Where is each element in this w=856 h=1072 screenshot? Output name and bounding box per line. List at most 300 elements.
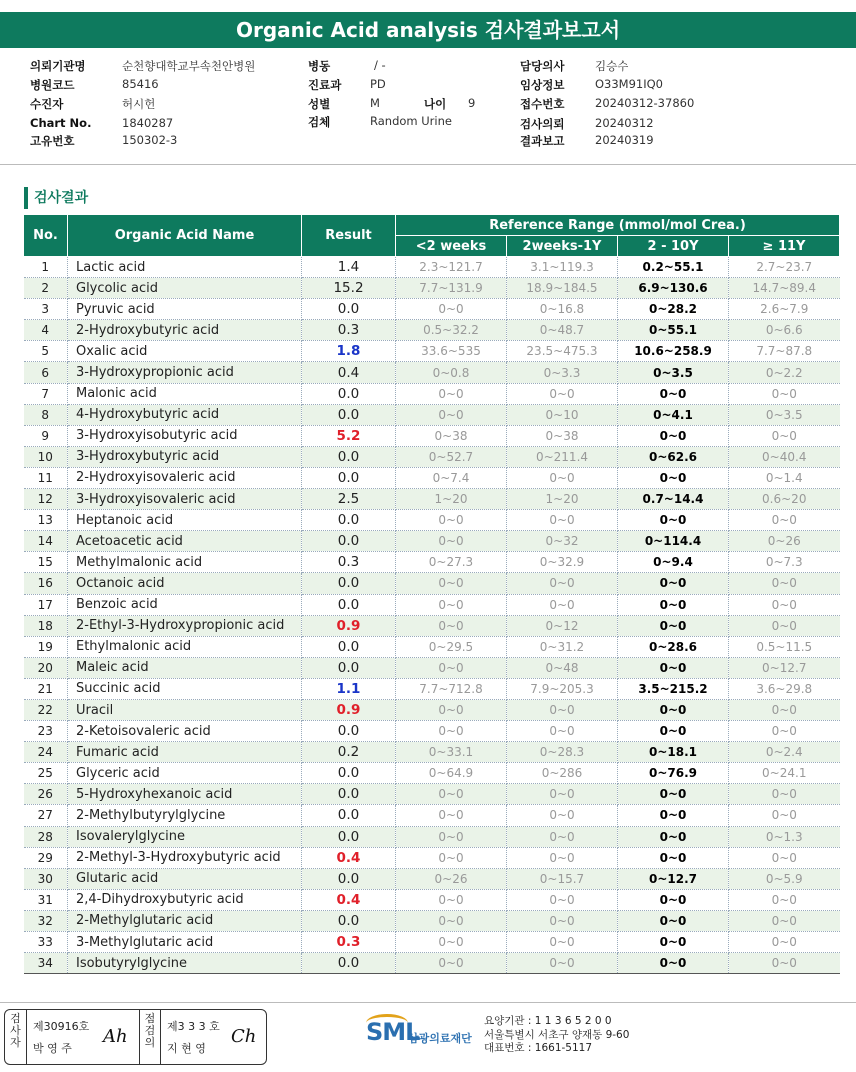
range-2-10y: 0~0 [618,467,729,488]
table-row [24,573,840,594]
acid-name: Octanoic acid [68,573,302,594]
range-under-2-weeks: 0~7.4 [396,467,507,488]
range-2weeks-1y: 0~38 [507,425,618,446]
info-value: Random Urine [370,114,452,128]
range-2-10y: 0~62.6 [618,446,729,467]
range-2-10y: 0~18.1 [618,742,729,763]
range-11y-plus: 0~0 [729,932,840,953]
range-11y-plus: 0~24.1 [729,763,840,784]
results-table [23,214,840,974]
info-value: 85416 [122,77,159,91]
range-under-2-weeks: 0~27.3 [396,552,507,573]
range-2-10y: 0.2~55.1 [618,257,729,278]
range-under-2-weeks: 0~0 [396,910,507,931]
range-2-10y: 0~3.5 [618,362,729,383]
table-row [24,953,840,974]
info-value: 순천향대학교부속천안병원 [122,59,256,73]
range-under-2-weeks: 7.7~131.9 [396,278,507,299]
acid-name: Uracil [68,699,302,720]
range-11y-plus: 3.6~29.8 [729,678,840,699]
table-row [24,826,840,847]
range-2-10y: 0~0 [618,889,729,910]
info-label: 검체 [308,115,331,129]
contact-info [484,1015,629,1056]
info-value: 20240312 [595,116,654,130]
table-row [24,278,840,299]
org-name: 삼광의료재단 [408,1032,472,1045]
row-number: 24 [24,742,68,763]
range-2weeks-1y: 0~211.4 [507,446,618,467]
table-row [24,678,840,699]
row-number: 3 [24,299,68,320]
footer-divider [0,1002,856,1003]
row-number: 9 [24,425,68,446]
acid-name: 4-Hydroxybutyric acid [68,404,302,425]
range-11y-plus: 0~40.4 [729,446,840,467]
result-value: 0.0 [302,594,396,615]
row-number: 28 [24,826,68,847]
acid-name: 2-Ethyl-3-Hydroxypropionic acid [68,615,302,636]
row-number: 18 [24,615,68,636]
info-label: 결과보고 [520,134,565,148]
table-row [24,763,840,784]
range-2weeks-1y: 0~28.3 [507,742,618,763]
info-value: M [370,96,380,110]
acid-name: 2-Methylglutaric acid [68,910,302,931]
range-2-10y: 0~0 [618,573,729,594]
header-range: 2 - 10Y [618,236,729,257]
result-value: 0.9 [302,699,396,720]
range-2-10y: 0.7~14.4 [618,489,729,510]
inspector-label: 검사자 [5,1010,27,1064]
table-row [24,362,840,383]
range-2weeks-1y: 0~12 [507,615,618,636]
acid-name: Acetoacetic acid [68,531,302,552]
acid-name: Methylmalonic acid [68,552,302,573]
range-2-10y: 0~28.2 [618,299,729,320]
checker-signature: Ch [231,1026,257,1047]
table-row [24,594,840,615]
acid-name: Oxalic acid [68,341,302,362]
info-label: 의뢰기관명 [30,59,86,73]
table-row [24,489,840,510]
info-value: 9 [468,96,476,110]
result-value: 0.0 [302,510,396,531]
results-body [24,257,840,974]
info-label: 접수번호 [520,97,565,111]
range-11y-plus: 0~0 [729,847,840,868]
acid-name: Maleic acid [68,657,302,678]
row-number: 29 [24,847,68,868]
result-value: 0.0 [302,467,396,488]
row-number: 22 [24,699,68,720]
range-2weeks-1y: 1~20 [507,489,618,510]
header-range: ≥ 11Y [729,236,840,257]
header-name: Organic Acid Name [68,215,302,257]
range-under-2-weeks: 0~0 [396,594,507,615]
result-value: 1.8 [302,341,396,362]
inspector-name: 박 영 주 [33,1042,72,1055]
range-11y-plus: 0~0 [729,425,840,446]
range-under-2-weeks: 0~0.8 [396,362,507,383]
info-label: 담당의사 [520,59,565,73]
range-11y-plus: 0~2.2 [729,362,840,383]
acid-name: 3-Hydroxyisobutyric acid [68,425,302,446]
table-row [24,932,840,953]
logo-text: SML [366,1018,420,1046]
range-under-2-weeks: 0~0 [396,510,507,531]
range-2weeks-1y: 0~15.7 [507,868,618,889]
range-2weeks-1y: 0~32 [507,531,618,552]
row-number: 20 [24,657,68,678]
result-value: 0.3 [302,552,396,573]
range-2-10y: 0~114.4 [618,531,729,552]
table-row [24,552,840,573]
acid-name: 3-Hydroxybutyric acid [68,446,302,467]
info-label: 고유번호 [30,134,75,148]
acid-name: 2,4-Dihydroxybutyric acid [68,889,302,910]
range-2weeks-1y: 0~0 [507,383,618,404]
table-row [24,425,840,446]
range-11y-plus: 0~7.3 [729,552,840,573]
range-2weeks-1y: 0~0 [507,467,618,488]
result-value: 0.0 [302,299,396,320]
row-number: 4 [24,320,68,341]
range-under-2-weeks: 0~0 [396,784,507,805]
table-row [24,868,840,889]
contact-line: 요양기관 : 1 1 3 6 5 2 0 0 [484,1015,612,1027]
inspector-license: 제30916호 [33,1020,90,1033]
range-2-10y: 0~76.9 [618,763,729,784]
row-number: 13 [24,510,68,531]
info-value: PD [370,77,386,91]
range-2weeks-1y: 0~48 [507,657,618,678]
range-2-10y: 0~0 [618,805,729,826]
range-under-2-weeks: 0~0 [396,847,507,868]
range-11y-plus: 0~0 [729,383,840,404]
range-under-2-weeks: 0~0 [396,531,507,552]
acid-name: Lactic acid [68,257,302,278]
row-number: 30 [24,868,68,889]
range-2-10y: 0~55.1 [618,320,729,341]
range-2-10y: 0~12.7 [618,868,729,889]
checker-name: 지 현 영 [167,1042,206,1055]
range-under-2-weeks: 0~0 [396,953,507,974]
range-under-2-weeks: 0~0 [396,889,507,910]
acid-name: Succinic acid [68,678,302,699]
table-row [24,889,840,910]
acid-name: 2-Ketoisovaleric acid [68,721,302,742]
info-label: Chart No. [30,116,92,130]
range-2weeks-1y: 0~31.2 [507,636,618,657]
acid-name: Glutaric acid [68,868,302,889]
result-value: 0.3 [302,932,396,953]
signature-box [4,1009,267,1065]
row-number: 17 [24,594,68,615]
range-under-2-weeks: 0~0 [396,932,507,953]
range-11y-plus: 0~12.7 [729,657,840,678]
result-value: 2.5 [302,489,396,510]
header-reference: Reference Range (mmol/mol Crea.) [396,215,840,236]
range-2-10y: 0~9.4 [618,552,729,573]
row-number: 2 [24,278,68,299]
range-under-2-weeks: 0~38 [396,425,507,446]
range-under-2-weeks: 0~64.9 [396,763,507,784]
table-row [24,699,840,720]
range-2-10y: 0~0 [618,657,729,678]
range-2weeks-1y: 0~0 [507,910,618,931]
row-number: 33 [24,932,68,953]
header-result: Result [302,215,396,257]
row-number: 34 [24,953,68,974]
result-value: 0.0 [302,763,396,784]
result-value: 0.9 [302,615,396,636]
range-11y-plus: 0~0 [729,615,840,636]
result-value: 0.0 [302,573,396,594]
range-under-2-weeks: 0~0 [396,299,507,320]
acid-name: 2-Methylbutyrylglycine [68,805,302,826]
checker-license: 제3 3 3 호 [167,1020,220,1033]
range-under-2-weeks: 0~0 [396,404,507,425]
table-row [24,847,840,868]
range-11y-plus: 0.6~20 [729,489,840,510]
range-2weeks-1y: 0~0 [507,847,618,868]
range-11y-plus: 0~6.6 [729,320,840,341]
range-11y-plus: 0~3.5 [729,404,840,425]
range-2weeks-1y: 0~0 [507,510,618,531]
info-label: 검사의뢰 [520,117,565,131]
result-value: 0.0 [302,721,396,742]
range-2weeks-1y: 18.9~184.5 [507,278,618,299]
info-value: 20240312-37860 [595,96,695,110]
range-2weeks-1y: 0~0 [507,699,618,720]
result-value: 0.0 [302,910,396,931]
acid-name: Malonic acid [68,383,302,404]
row-number: 5 [24,341,68,362]
header-divider [0,164,856,165]
result-value: 0.4 [302,362,396,383]
table-row [24,805,840,826]
range-11y-plus: 2.7~23.7 [729,257,840,278]
range-2-10y: 0~0 [618,510,729,531]
range-11y-plus: 0~5.9 [729,868,840,889]
range-2weeks-1y: 0~48.7 [507,320,618,341]
range-under-2-weeks: 0~0 [396,805,507,826]
table-row [24,510,840,531]
table-row [24,383,840,404]
range-under-2-weeks: 0.5~32.2 [396,320,507,341]
info-value: 150302-3 [122,133,178,147]
acid-name: 3-Hydroxyisovaleric acid [68,489,302,510]
row-number: 11 [24,467,68,488]
table-row [24,636,840,657]
checker-label: 점검의 [139,1010,161,1064]
result-value: 0.0 [302,953,396,974]
range-2weeks-1y: 0~0 [507,805,618,826]
result-value: 0.0 [302,383,396,404]
range-11y-plus: 0~1.3 [729,826,840,847]
result-value: 0.0 [302,826,396,847]
result-value: 15.2 [302,278,396,299]
row-number: 19 [24,636,68,657]
range-11y-plus: 14.7~89.4 [729,278,840,299]
range-2weeks-1y: 0~0 [507,573,618,594]
row-number: 32 [24,910,68,931]
acid-name: Ethylmalonic acid [68,636,302,657]
range-2-10y: 0~0 [618,594,729,615]
table-row [24,742,840,763]
info-value: 허시헌 [122,97,156,111]
range-2-10y: 6.9~130.6 [618,278,729,299]
range-2weeks-1y: 0~10 [507,404,618,425]
result-value: 0.3 [302,320,396,341]
range-11y-plus: 0~0 [729,721,840,742]
range-2-10y: 0~0 [618,699,729,720]
acid-name: 3-Hydroxypropionic acid [68,362,302,383]
range-under-2-weeks: 0~0 [396,383,507,404]
table-row [24,404,840,425]
contact-line: 서울특별시 서초구 양재동 9-60 [484,1028,630,1041]
range-11y-plus: 0.5~11.5 [729,636,840,657]
range-under-2-weeks: 33.6~535 [396,341,507,362]
info-label: 임상정보 [520,78,565,92]
range-11y-plus: 0~0 [729,953,840,974]
info-value: / - [374,58,386,72]
row-number: 1 [24,257,68,278]
acid-name: Glyceric acid [68,763,302,784]
range-2-10y: 0~0 [618,953,729,974]
result-value: 0.0 [302,657,396,678]
range-2weeks-1y: 0~16.8 [507,299,618,320]
acid-name: 2-Methyl-3-Hydroxybutyric acid [68,847,302,868]
acid-name: 2-Hydroxyisovaleric acid [68,467,302,488]
range-11y-plus: 0~26 [729,531,840,552]
range-11y-plus: 0~0 [729,594,840,615]
range-2weeks-1y: 0~32.9 [507,552,618,573]
result-value: 0.0 [302,868,396,889]
table-row [24,784,840,805]
range-11y-plus: 0~0 [729,699,840,720]
range-11y-plus: 0~0 [729,889,840,910]
range-2weeks-1y: 0~0 [507,932,618,953]
range-11y-plus: 0~0 [729,573,840,594]
info-label: 수진자 [30,97,64,111]
row-number: 21 [24,678,68,699]
range-11y-plus: 7.7~87.8 [729,341,840,362]
row-number: 14 [24,531,68,552]
row-number: 31 [24,889,68,910]
row-number: 12 [24,489,68,510]
range-under-2-weeks: 0~26 [396,868,507,889]
contact-line: 대표번호 : 1661-5117 [484,1042,593,1054]
range-2-10y: 10.6~258.9 [618,341,729,362]
acid-name: Benzoic acid [68,594,302,615]
acid-name: 3-Methylglutaric acid [68,932,302,953]
range-under-2-weeks: 1~20 [396,489,507,510]
acid-name: Isobutyrylglycine [68,953,302,974]
header-range: 2weeks-1Y [507,236,618,257]
result-value: 0.0 [302,636,396,657]
result-value: 0.2 [302,742,396,763]
info-value: O33M91IQ0 [595,77,664,91]
range-2weeks-1y: 0~0 [507,953,618,974]
range-11y-plus: 0~0 [729,910,840,931]
table-row [24,257,840,278]
patient-info [30,56,830,156]
range-11y-plus: 2.6~7.9 [729,299,840,320]
range-under-2-weeks: 0~0 [396,721,507,742]
range-under-2-weeks: 0~29.5 [396,636,507,657]
range-2weeks-1y: 0~3.3 [507,362,618,383]
range-2weeks-1y: 0~0 [507,784,618,805]
report-title: Organic Acid analysis 검사결과보고서 [0,12,856,48]
header-no: No. [24,215,68,257]
table-row [24,299,840,320]
acid-name: 2-Hydroxybutyric acid [68,320,302,341]
acid-name: 5-Hydroxyhexanoic acid [68,784,302,805]
range-2-10y: 0~0 [618,425,729,446]
table-row [24,467,840,488]
range-2-10y: 0~28.6 [618,636,729,657]
range-2weeks-1y: 7.9~205.3 [507,678,618,699]
row-number: 15 [24,552,68,573]
acid-name: Glycolic acid [68,278,302,299]
table-row [24,657,840,678]
result-value: 0.4 [302,889,396,910]
table-row [24,320,840,341]
range-2-10y: 0~0 [618,910,729,931]
acid-name: Pyruvic acid [68,299,302,320]
range-under-2-weeks: 0~33.1 [396,742,507,763]
info-value: 1840287 [122,116,174,130]
range-under-2-weeks: 0~0 [396,615,507,636]
table-row [24,531,840,552]
table-row [24,615,840,636]
info-label: 성별 [308,97,331,111]
range-2-10y: 0~4.1 [618,404,729,425]
range-under-2-weeks: 0~52.7 [396,446,507,467]
result-value: 0.0 [302,805,396,826]
row-number: 16 [24,573,68,594]
row-number: 23 [24,721,68,742]
range-2-10y: 3.5~215.2 [618,678,729,699]
row-number: 10 [24,446,68,467]
acid-name: Fumaric acid [68,742,302,763]
range-2-10y: 0~0 [618,784,729,805]
result-value: 0.0 [302,404,396,425]
range-2-10y: 0~0 [618,721,729,742]
row-number: 26 [24,784,68,805]
row-number: 8 [24,404,68,425]
range-2weeks-1y: 23.5~475.3 [507,341,618,362]
info-label: 진료과 [308,78,342,92]
acid-name: Heptanoic acid [68,510,302,531]
section-title: 검사결과 [24,187,88,209]
result-value: 0.0 [302,784,396,805]
range-under-2-weeks: 0~0 [396,699,507,720]
row-number: 7 [24,383,68,404]
table-row [24,446,840,467]
range-11y-plus: 0~0 [729,805,840,826]
result-value: 0.0 [302,531,396,552]
range-under-2-weeks: 0~0 [396,826,507,847]
header-range: <2 weeks [396,236,507,257]
result-value: 1.1 [302,678,396,699]
range-2-10y: 0~0 [618,847,729,868]
range-under-2-weeks: 0~0 [396,573,507,594]
result-value: 5.2 [302,425,396,446]
range-2-10y: 0~0 [618,383,729,404]
